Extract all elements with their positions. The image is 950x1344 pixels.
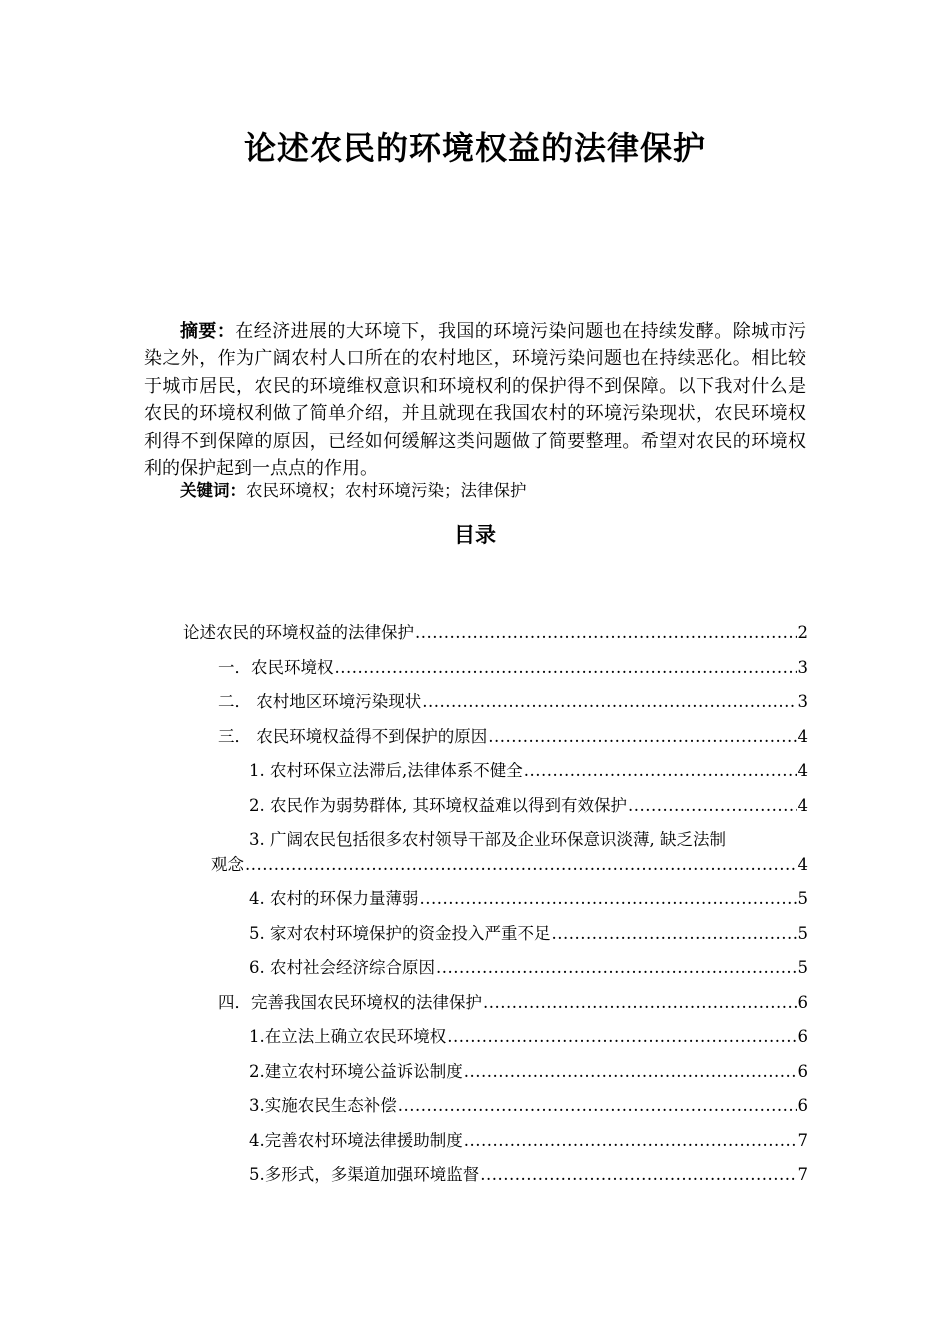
keywords-text: 农民环境权；农村环境污染；法律保护 <box>246 481 527 500</box>
toc-entry-4-4[interactable] <box>249 1129 808 1153</box>
keywords-line <box>180 479 527 503</box>
toc-entry-4-1[interactable] <box>249 1025 808 1049</box>
toc-entry-3-1[interactable] <box>249 759 808 783</box>
toc-entry-text: 5.多形式，多渠道加强环境监督 <box>249 1165 480 1184</box>
toc-entry-main-title[interactable] <box>183 621 808 645</box>
toc-page-number: 5 <box>797 924 808 943</box>
toc-entry-4-3[interactable] <box>249 1094 808 1118</box>
toc-page-number: 6 <box>797 1027 808 1046</box>
toc-leader <box>415 621 797 645</box>
toc-entry-3-5[interactable] <box>249 922 808 946</box>
toc-entry-section-2[interactable] <box>218 690 808 714</box>
toc-leader <box>447 1025 796 1049</box>
toc-leader <box>420 887 797 911</box>
toc-page-number: 3 <box>797 692 808 711</box>
toc-entry-text: 2. 农民作为弱势群体, 其环境权益难以得到有效保护 <box>249 796 627 815</box>
toc-entry-text: 1. 农村环保立法滞后,法律体系不健全 <box>249 761 523 780</box>
toc-entry-4-5[interactable] <box>249 1163 808 1187</box>
toc-page-number: 6 <box>797 1096 808 1115</box>
toc-entry-text: 6. 农村社会经济综合原因 <box>249 958 435 977</box>
toc-page-number: 5 <box>797 889 808 908</box>
document-title: 论述农民的环境权益的法律保护 <box>243 129 706 167</box>
abstract-text: 在经济进展的大环境下，我国的环境污染问题也在持续发酵。除城市污染之外，作为广阔农村人口所在的农村地区，环境污染问题也在持续恶化。相比较于城市居民，农民的环境维权意识和环境权利的保护得不到保障。以下我对什么是农民的环境权利做了简单介绍，并且就现在我国农村的环境污染现状，农民环境权利得不到保障的原因，已经如何缓解这类问题做了简要整理。希望对农民的环境权利的保护起到一点点的作用。 <box>144 321 807 480</box>
toc-entry-3-3-line1[interactable]: 3. 广阔农民包括很多农村领导干部及企业环保意识淡薄, 缺乏法制 <box>249 830 726 849</box>
toc-entry-section-4[interactable] <box>218 991 808 1015</box>
toc-page-number: 6 <box>797 1062 808 1081</box>
toc-page-number: 7 <box>797 1165 808 1184</box>
abstract-paragraph <box>144 318 806 482</box>
toc-heading: 目录 <box>454 523 496 547</box>
toc-leader <box>398 1094 797 1118</box>
toc-entry-text: 3.实施农民生态补偿 <box>249 1096 397 1115</box>
toc-entry-text: 四．完善我国农民环境权的法律保护 <box>218 993 482 1012</box>
toc-entry-text: 观念 <box>211 855 244 874</box>
toc-leader <box>552 922 797 946</box>
toc-entry-text: 一．农民环境权 <box>218 658 334 677</box>
toc-leader <box>483 991 797 1015</box>
toc-leader <box>335 656 797 680</box>
toc-page-number: 4 <box>797 796 808 815</box>
toc-entry-text: 三． 农民环境权益得不到保护的原因 <box>218 727 488 746</box>
toc-entry-text: 4.完善农村环境法律援助制度 <box>249 1131 463 1150</box>
toc-leader <box>422 690 796 714</box>
toc-leader <box>245 853 797 877</box>
toc-entry-3-6[interactable] <box>249 956 808 980</box>
toc-entry-section-3[interactable] <box>218 725 808 749</box>
toc-leader <box>628 794 797 818</box>
toc-leader <box>436 956 797 980</box>
toc-page-number: 5 <box>797 958 808 977</box>
toc-leader <box>488 725 796 749</box>
toc-page-number: 4 <box>797 727 808 746</box>
toc-entry-3-3[interactable] <box>211 853 808 877</box>
toc-entry-text: 5. 家对农村环境保护的资金投入严重不足 <box>249 924 551 943</box>
toc-page-number: 4 <box>797 761 808 780</box>
toc-page-number: 2 <box>797 623 808 642</box>
abstract-label: 摘要： <box>180 321 236 342</box>
toc-entry-text: 4. 农村的环保力量薄弱 <box>249 889 419 908</box>
toc-entry-text: 二． 农村地区环境污染现状 <box>218 692 422 711</box>
toc-page-number: 3 <box>797 658 808 677</box>
toc-page-number: 7 <box>797 1131 808 1150</box>
toc-leader <box>480 1163 796 1187</box>
toc-entry-4-2[interactable] <box>249 1060 808 1084</box>
toc-leader <box>464 1060 797 1084</box>
toc-leader <box>464 1129 797 1153</box>
toc-entry-3-2[interactable] <box>249 794 808 818</box>
toc-entry-text: 1.在立法上确立农民环境权 <box>249 1027 447 1046</box>
toc-page-number: 4 <box>797 855 808 874</box>
keywords-label: 关键词： <box>180 481 246 500</box>
toc-entry-text: 2.建立农村环境公益诉讼制度 <box>249 1062 463 1081</box>
toc-page-number: 6 <box>797 993 808 1012</box>
toc-entry-text: 论述农民的环境权益的法律保护 <box>183 623 414 642</box>
toc-leader <box>524 759 797 783</box>
toc-entry-3-4[interactable] <box>249 887 808 911</box>
toc-entry-section-1[interactable] <box>218 656 808 680</box>
